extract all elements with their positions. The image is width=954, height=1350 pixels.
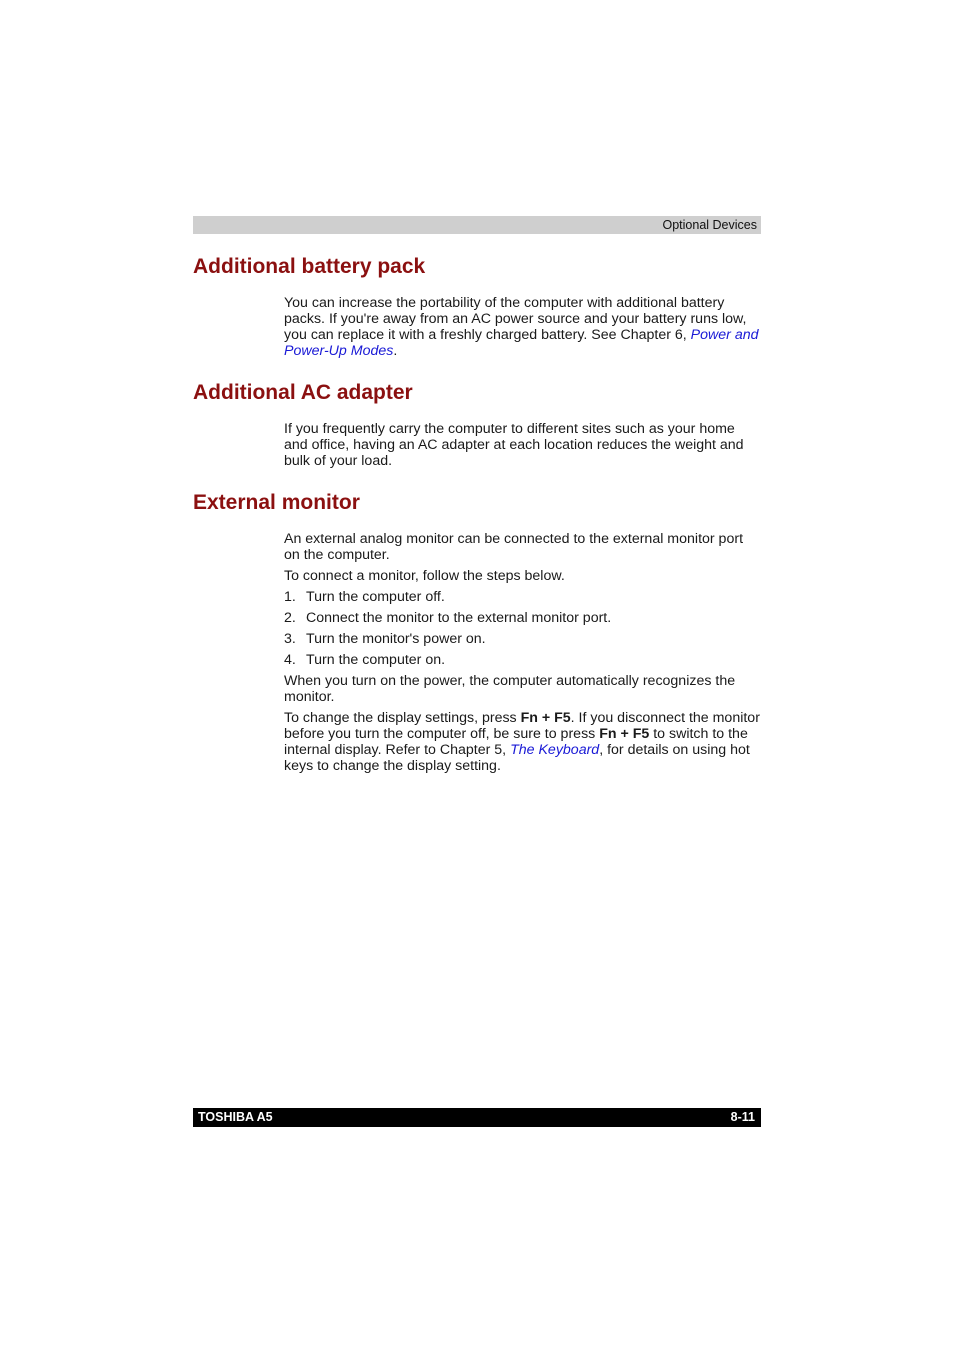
running-header (193, 216, 761, 234)
ac-adapter-paragraph: If you frequently carry the computer to different sites such as your home and office, having an AC adapter at each location reduces the weight and bulk of your load. (284, 421, 744, 469)
link-power-modes[interactable]: Power and Power-Up Modes (284, 327, 759, 359)
heading-external-monitor: External monitor (193, 491, 360, 514)
page-number: 8-11 (730, 1110, 755, 1124)
list-item: 2. Connect the monitor to the external monitor port. (284, 610, 612, 626)
link-the-keyboard[interactable]: The Keyboard (510, 742, 600, 758)
monitor-section-body (284, 531, 761, 779)
hotkey-fn-f5: Fn + F5 (520, 710, 571, 726)
monitor-display-paragraph: To change the display settings, press Fn + F5. If you disconnect the monitor before you turn the computer off, be sure to press Fn + F5 to switch to the internal display. Refer to Chapter 5, The Keyboard, for details on using hot keys to change the display setting. (284, 710, 760, 774)
list-item: 3. Turn the monitor's power on. (284, 631, 486, 647)
monitor-intro: An external analog monitor can be connected to the external monitor port on the computer. (284, 531, 744, 563)
monitor-recognize-paragraph: When you turn on the power, the computer automatically recognizes the monitor. (284, 673, 736, 705)
ac-adapter-section-body (284, 421, 761, 474)
heading-battery-pack: Additional battery pack (193, 255, 426, 278)
monitor-steps-intro: To connect a monitor, follow the steps below. (284, 568, 565, 584)
page-footer (193, 1108, 761, 1127)
footer-model: TOSHIBA A5 (198, 1110, 273, 1124)
section-title: Optional Devices (662, 218, 757, 232)
battery-section-body (284, 295, 761, 364)
list-item: 4. Turn the computer on. (284, 652, 446, 668)
list-item: 1. Turn the computer off. (284, 589, 445, 605)
battery-paragraph: You can increase the portability of the computer with additional battery packs. If you're away from an AC power source and your battery runs low, you can replace it with a freshly charged battery. See Chapter 6, Power and Power-Up Modes. (284, 295, 759, 359)
hotkey-fn-f5: Fn + F5 (599, 726, 650, 742)
heading-ac-adapter: Additional AC adapter (193, 381, 413, 404)
monitor-steps-list (284, 589, 761, 668)
